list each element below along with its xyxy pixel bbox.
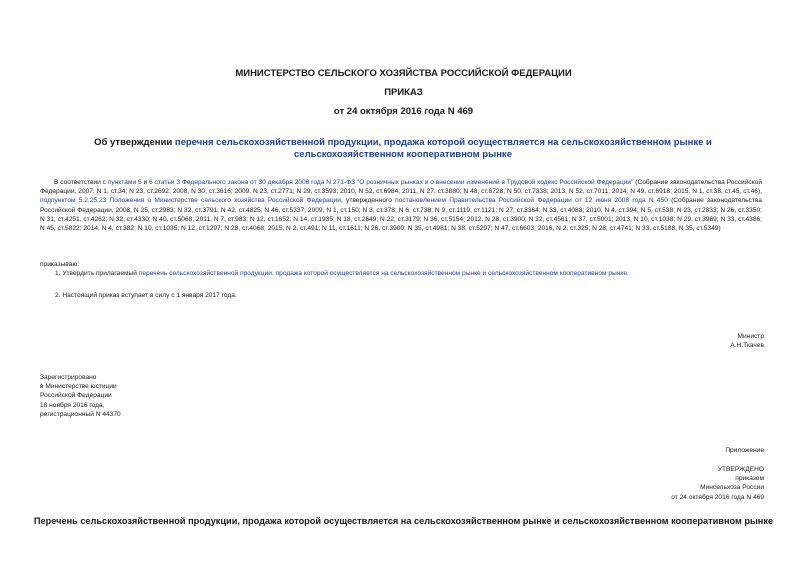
approved-line-2: приказом bbox=[735, 475, 764, 483]
document-type: ПРИКАЗ bbox=[384, 87, 423, 98]
approved-block bbox=[671, 465, 764, 502]
document-title bbox=[52, 137, 754, 161]
orders-intro: приказываю: bbox=[40, 261, 80, 268]
link-product-list[interactable]: перечень сельскохозяйственной продукции, продажа которой осуществляется на сельскохозяйственном рынке и сельскохозяйственном кооперативном рынке bbox=[138, 270, 628, 277]
preamble-text-3: (Собрание законодательства Российской Федерации, 2007, N 1, ст.34; N 23, ст.2692; 2008, N 30, ст.3616; 2009, N 23, ст.2771; N 29, ст.3593; 2010, N 52, ст.6984; 2011, N 27, ст.3880; N 48, ст.6728; N 50, ст.7338; 2013, N 52, ст.7011; 2014, N 49, ст.6918; 2015, N 1, ст.38, ст.45, ст.46), bbox=[40, 179, 763, 196]
preamble-text-4: , утвержденного bbox=[340, 197, 396, 205]
list-title: Перечень сельскохозяйственной продукции, продажа которой осуществляется на сельскохозяйственном рынке и сельскохозяйственном кооперативном рынке bbox=[33, 516, 774, 526]
registration-line-5: регистрационный N 44370 bbox=[40, 410, 121, 418]
link-ministry-regulation[interactable]: подпунктом 5.2.25.23 Положения о Министерстве сельского хозяйства Российской Федерации bbox=[40, 197, 341, 205]
signer-role: Министр bbox=[737, 333, 764, 340]
registration-line-1: Зарегистрировано bbox=[40, 374, 97, 381]
ministry-heading: МИНИСТЕРСТВО СЕЛЬСКОГО ХОЗЯЙСТВА РОССИЙСКОЙ ФЕДЕРАЦИИ bbox=[235, 68, 572, 79]
order-item-1 bbox=[55, 269, 755, 278]
title-prefix: Об утверждении bbox=[94, 137, 175, 148]
order-item-1-prefix: 1. Утвердить прилагаемый bbox=[55, 270, 139, 277]
approved-line-4: от 24 октября 2016 года N 469 bbox=[671, 493, 764, 501]
registration-block bbox=[40, 373, 121, 419]
approved-line-1: УТВЕРЖДЕНО bbox=[717, 466, 764, 473]
preamble-text-1: В соответствии с bbox=[54, 179, 108, 186]
signer-block bbox=[730, 332, 764, 350]
preamble-text-5: (Собрание законодательства Российской Федерации, 2008, N 25, ст.2983; N 32, ст.3791; N 42, ст.4825; N 46, ст.5337; 2009, N 1, ст.150; N 3, ст.378; N 6, ст.738; N 9, ст.1119, ст.1121; N 27, ст.3364; N 33, ст.4088; 2010, N 4, ст.394; N 5, ст.538; N 23, ст.2833; N 26, ст.3350; N 31, ст.4251, ст.4262; N 32, ст.4330; N 40, ст.5068; 2011, N 7, ст.983; N 12, ст.1652; N 14, ст.1935; N 18, ст.2649; N 22, ст.3179; N 36, ст.5154; 2012, N 28, ст.3900; N 32, ст.4561; N 37, ст.5001; 2013, N 10, ст.1038; N 29, ст.3969; N 33, ст.4386; N 45, ст.5822; 2014, N 4, ст.382; N 10, ст.1035; N 12, ст.1297; N 28, ст.4068; 2015, N 2, ст.491; N 11, ст.1611; N 26, ст.3900; N 35, ст.4981; N 38, ст.5297; N 47, ст.6603; 2016, N 2, ст.325; N 28, ст.4741; N 33, ст.5188, N 35, ст.5349) bbox=[40, 197, 762, 233]
link-government-decree-450[interactable]: постановлением Правительства Российской Федерации от 12 июня 2008 года N 450 bbox=[395, 197, 668, 205]
registration-line-4: 18 ноября 2016 года, bbox=[40, 401, 105, 409]
order-item-2: 2. Настоящий приказ вступает в силу с 1 января 2017 года. bbox=[55, 292, 237, 299]
title-link[interactable]: перечня сельскохозяйственной продукции, продажа которой осуществляется на сельскохозяйственном рынке и сельскохозяйственном кооперативном рынке bbox=[174, 137, 712, 160]
appendix-label: Приложение bbox=[725, 447, 764, 454]
approved-line-3: Минсельхоза России bbox=[700, 484, 764, 492]
signer-name: А.Н.Ткачев bbox=[730, 342, 764, 350]
preamble-text-2: и bbox=[141, 179, 150, 186]
preamble-paragraph bbox=[40, 178, 762, 233]
document-date: от 24 октября 2016 года N 469 bbox=[333, 106, 474, 117]
registration-line-2: в Министерстве юстиции bbox=[40, 383, 117, 391]
link-federal-law-271[interactable]: 6 статьи 3 Федерального закона от 30 декабря 2006 года N 271-ФЗ "О розничных рынках и о внесении изменений в Трудовой кодекс Российской Федерации" bbox=[149, 179, 634, 186]
order-item-1-suffix: . bbox=[627, 270, 629, 277]
link-punkt-5[interactable]: пунктами 5 bbox=[107, 179, 142, 186]
registration-line-3: Российской Федерации bbox=[40, 392, 112, 400]
